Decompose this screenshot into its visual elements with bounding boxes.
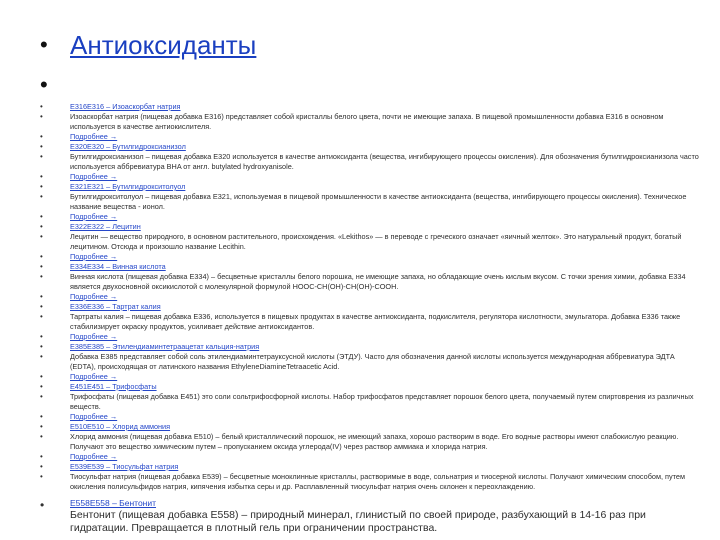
list-item-link (40, 262, 700, 272)
list-bullet: • (40, 462, 43, 471)
list-bullet: • (40, 422, 43, 431)
title-link[interactable]: Антиоксиданты (70, 30, 257, 60)
title-row (40, 32, 256, 58)
list-bullet: • (40, 332, 43, 341)
list-bullet: • (40, 472, 43, 481)
list-bullet: • (40, 172, 43, 181)
list-item-link (40, 302, 700, 312)
list-item-link (40, 252, 700, 262)
item-link[interactable]: E539E539 – Тиосульфат натрия (70, 462, 179, 471)
list-bullet: • (40, 252, 43, 261)
title-bullet: • (40, 32, 48, 57)
list-bullet: • (40, 182, 43, 191)
item-link[interactable]: E334E334 – Винная кислота (70, 262, 166, 271)
list-item-description (40, 152, 700, 172)
item-text: Трифосфаты (пищевая добавка E451) это соли сольтрифосфорной кислоты. Набор трифосфатов представляет порошок белого цвета, получаемый путем спиртоврения из различных веществ. (70, 392, 694, 411)
item-text: Хлорид аммония (пищевая добавка E510) – белый кристаллический порошок, не имеющий запаха, хорошо растворим в воде. Его водные растворы имеют слабокислую реакцию. Получают это вещество химическим путем – пропусканием оксида углерода(IV) через раствор аммиака и хлорида натрия. (70, 432, 679, 451)
item-text: Бутилгидрокситолуол – пищевая добавка E321, используемая в пищевой промышленности в качестве антиоксиданта (вещества, ингибирующего процессы окисления). Техническое название вещества - ионол. (70, 192, 687, 211)
list-item-link (40, 342, 700, 352)
empty-bullet: • (40, 72, 48, 97)
list-bullet: • (40, 452, 43, 461)
list-item-link (40, 222, 700, 232)
list-item-link (40, 412, 700, 422)
list-item-description (40, 112, 700, 132)
list-item-description (40, 192, 700, 212)
item-link[interactable]: Подробнее → (70, 252, 118, 261)
list-bullet: • (40, 112, 43, 121)
list-item-link (40, 172, 700, 182)
list-item-link (40, 292, 700, 302)
list-bullet: • (40, 432, 43, 441)
list-item-link (40, 462, 700, 472)
additive-list (40, 102, 700, 535)
item-link[interactable]: Подробнее → (70, 452, 118, 461)
list-item-link (40, 132, 700, 142)
bentonite-block (70, 498, 700, 535)
item-text: Лецитин — вещество природного, в основном растительного, происхождения. «Lekithos» — в переводе с греческого означает «яичный желток». Это натуральный продукт, богатый лецитином. Отсюда и произошло название Lecithin. (70, 232, 682, 251)
list-bullet: • (40, 382, 43, 391)
list-item-link (40, 102, 700, 112)
bentonite-text: Бентонит (пищевая добавка E558) – природный минерал, глинистый по своей природе, разбухающий в 14-16 раз при гидратации. Превращается в плотный гель при ограничении пространства. (70, 509, 646, 534)
list-item-bentonite (40, 498, 700, 535)
list-item-link (40, 372, 700, 382)
list-bullet: • (40, 272, 43, 281)
list-bullet: • (40, 132, 43, 141)
item-link[interactable]: Подробнее → (70, 212, 118, 221)
item-link[interactable]: E451E451 – Трифосфаты (70, 382, 157, 391)
list-item-link (40, 382, 700, 392)
list-item-description (40, 352, 700, 372)
list-item-link (40, 212, 700, 222)
list-item-link (40, 422, 700, 432)
item-text: Бутилгидроксианизол – пищевая добавка E320 используется в качестве антиоксиданта (вещества, ингибирующего процессы окисления). Для обозначения бутилгидроксианизола часто используется аббревиатура BHA от англ. butylated hydroxyanisole. (70, 152, 699, 171)
list-bullet: • (40, 302, 43, 311)
item-link[interactable]: E321E321 – Бутилгидрокситолуол (70, 182, 186, 191)
item-link[interactable]: E316E316 – Изоаскорбат натрия (70, 102, 181, 111)
list-item-description (40, 312, 700, 332)
item-link[interactable]: Подробнее → (70, 172, 118, 181)
item-link[interactable]: E336E336 – Тартрат калия (70, 302, 161, 311)
list-bullet: • (40, 262, 43, 271)
bentonite-link[interactable]: E558E558 – Бентонит (70, 498, 157, 508)
item-text: Изоаскорбат натрия (пищевая добавка E316) представляет собой кристаллы белого цвета, почти не имеющие запаха. В пищевой промышленности добавка E316 в основном используется в качестве антиокислителя. (70, 112, 664, 131)
list-bullet: • (40, 102, 43, 111)
item-text: Винная кислота (пищевая добавка E334) – бесцветные кристаллы белого порошка, не имеющие запаха, но обладающие очень кислым вкусом. С точки зрения химии, добавка E334 является двухосновной оксикислотой с молекулярной формулой HOOC-CH(OH)-CH(OH)-COOH. (70, 272, 686, 291)
list-item-link (40, 332, 700, 342)
list-bullet: • (40, 352, 43, 361)
item-link[interactable]: Подробнее → (70, 412, 118, 421)
list-bullet: • (40, 152, 43, 161)
item-link[interactable]: Подробнее → (70, 132, 118, 141)
list-bullet: • (40, 312, 43, 321)
list-item-description (40, 232, 700, 252)
list-item-link (40, 452, 700, 462)
list-bullet: • (40, 232, 43, 241)
item-link[interactable]: Подробнее → (70, 372, 118, 381)
item-text: Тартраты калия – пищевая добавка E336, используется в пищевых продуктах в качестве антиоксиданта, подкислителя, регулятора кислотности, эмульгатора. Добавка E336 также стабилизирует окраску продуктов, усиливает действие антиоксидантов. (70, 312, 681, 331)
item-link[interactable]: E322E322 – Лецитин (70, 222, 141, 231)
empty-bullet-row (40, 74, 48, 97)
list-item-link (40, 142, 700, 152)
list-bullet: • (40, 392, 43, 401)
list-bullet: • (40, 412, 43, 421)
item-link[interactable]: E320E320 – Бутилгидроксианизол (70, 142, 186, 151)
item-link[interactable]: Подробнее → (70, 292, 118, 301)
item-text: Тиосульфат натрия (пищевая добавка E539) – бесцветные моноклинные кристаллы, растворимые в воде, сольнатрия и тиосерной кислоты. Получают химическим способом, путем окисления полисульфидов натрия, кипячения избытка серы и др. Расплавленный тиосульфат натрия очень склонен к переохлаждению. (70, 472, 685, 491)
list-bullet: • (40, 212, 43, 221)
list-bullet: • (40, 222, 43, 231)
list-item-description (40, 272, 700, 292)
item-link[interactable]: Подробнее → (70, 332, 118, 341)
list-bullet: • (40, 142, 43, 151)
list-bullet: • (40, 342, 43, 351)
list-item-link (40, 182, 700, 192)
list-item-description (40, 432, 700, 452)
list-bullet: • (40, 372, 43, 381)
list-bullet: • (40, 192, 43, 201)
list-bullet: • (40, 292, 43, 301)
item-text: Добавка E385 представляет собой соль этилендиаминтетрауксусной кислоты (ЭТДУ). Часто для обозначения данной кислоты используется международная аббревиатура ЭДТА (EDTA), происходящая от латинского названия EthyleneDiamineTetraacetic Acid. (70, 352, 675, 371)
list-bullet: • (40, 498, 45, 512)
item-link[interactable]: E510E510 – Хлорид аммония (70, 422, 171, 431)
list-item-description (40, 392, 700, 412)
item-link[interactable]: E385E385 – Этилендиаминтетраацетат кальция-натрия (70, 342, 260, 351)
list-item-description (40, 472, 700, 492)
